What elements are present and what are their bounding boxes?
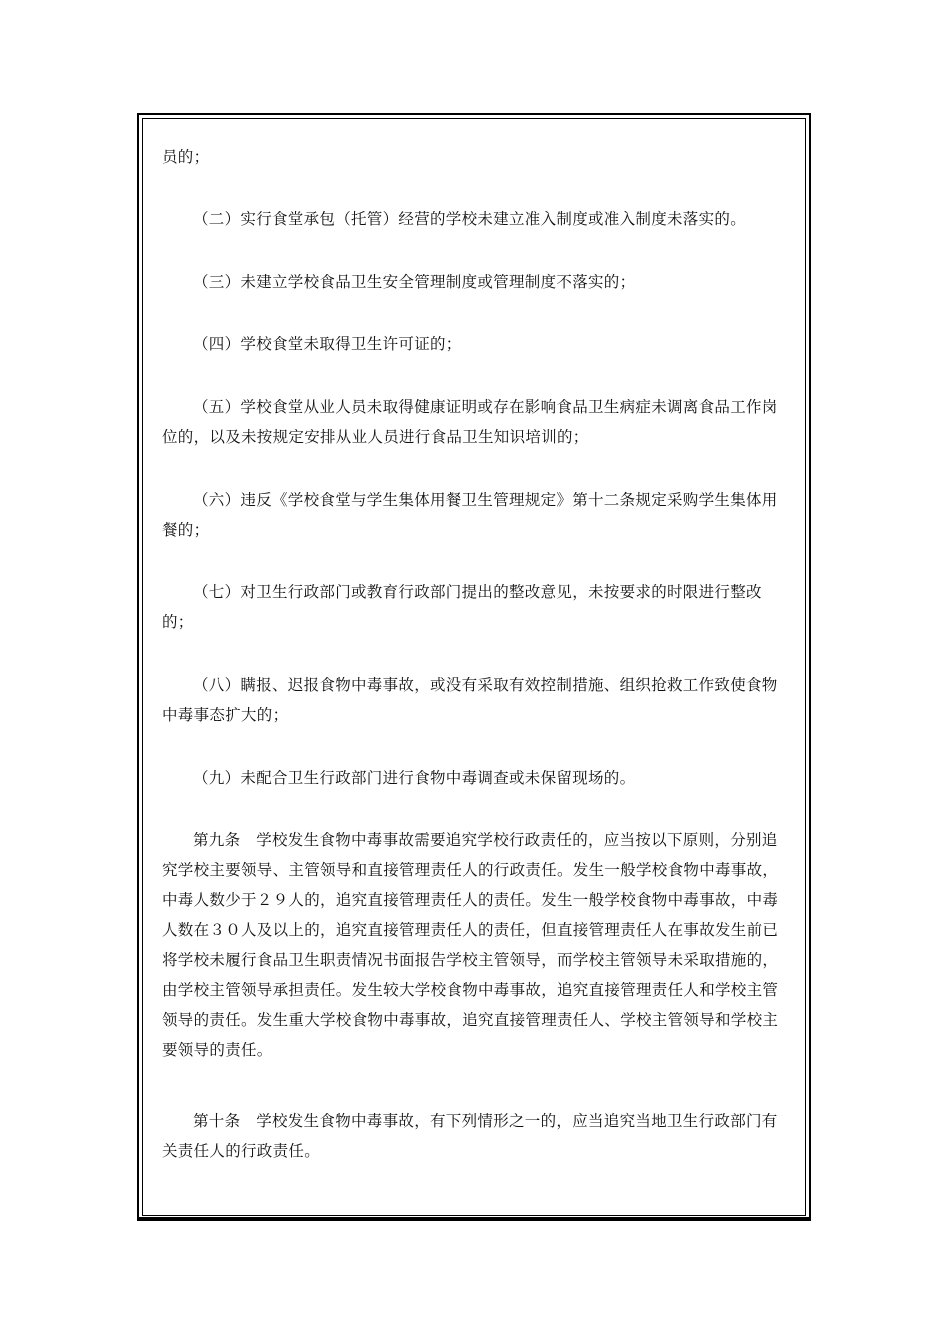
- paragraph-item-9: （九）未配合卫生行政部门进行食物中毒调查或未保留现场的。: [193, 769, 636, 787]
- article-9: 第九条 学校发生食物中毒事故需要追究学校行政责任的，应当按以下原则，分别追究学校主要领导、主管领导和直接管理责任人的行政责任。发生一般学校食物中毒事故，中毒人数少于２９人的，追究直接管理责任人的责任。发生一般学校食物中毒事故，中毒人数在３０人及以上的，追究直接管理责任人的责任，但直接管理责任人在事故发生前已将学校未履行食品卫生职责情况书面报告学校主管领导，而学校主管领导未采取措施的，由学校主管领导承担责任。发生较大学校食物中毒事故，追究直接管理责任人和学校主管领导的责任。发生重大学校食物中毒事故，追究直接管理责任人、学校主管领导和学校主要领导的责任。: [162, 831, 779, 1059]
- paragraph-item-4: （四）学校食堂未取得卫生许可证的；: [193, 335, 462, 353]
- paragraph-item-8: （八）瞒报、迟报食物中毒事故，或没有采取有效控制措施、组织抢救工作致使食物中毒事态扩大的；: [162, 676, 778, 724]
- paragraph-continuation: 员的；: [162, 148, 210, 166]
- paragraph-item-7: （七）对卫生行政部门或教育行政部门提出的整改意见，未按要求的时限进行整改的；: [162, 583, 762, 631]
- paragraph-item-5: （五）学校食堂从业人员未取得健康证明或存在影响食品卫生病症未调离食品工作岗位的，以及未按规定安排从业人员进行食品卫生知识培训的；: [162, 398, 778, 446]
- frame-shadow-right: [809, 115, 811, 1219]
- frame-shadow-bottom: [139, 1217, 811, 1219]
- paragraph-item-3: （三）未建立学校食品卫生安全管理制度或管理制度不落实的；: [193, 273, 636, 291]
- paragraph-item-6: （六）违反《学校食堂与学生集体用餐卫生管理规定》第十二条规定采购学生集体用餐的；: [162, 491, 778, 539]
- article-10: 第十条 学校发生食物中毒事故，有下列情形之一的，应当追究当地卫生行政部门有关责任人的行政责任。: [162, 1112, 778, 1160]
- paragraph-item-2: （二）实行食堂承包（托管）经营的学校未建立准入制度或准入制度未落实的。: [193, 210, 747, 228]
